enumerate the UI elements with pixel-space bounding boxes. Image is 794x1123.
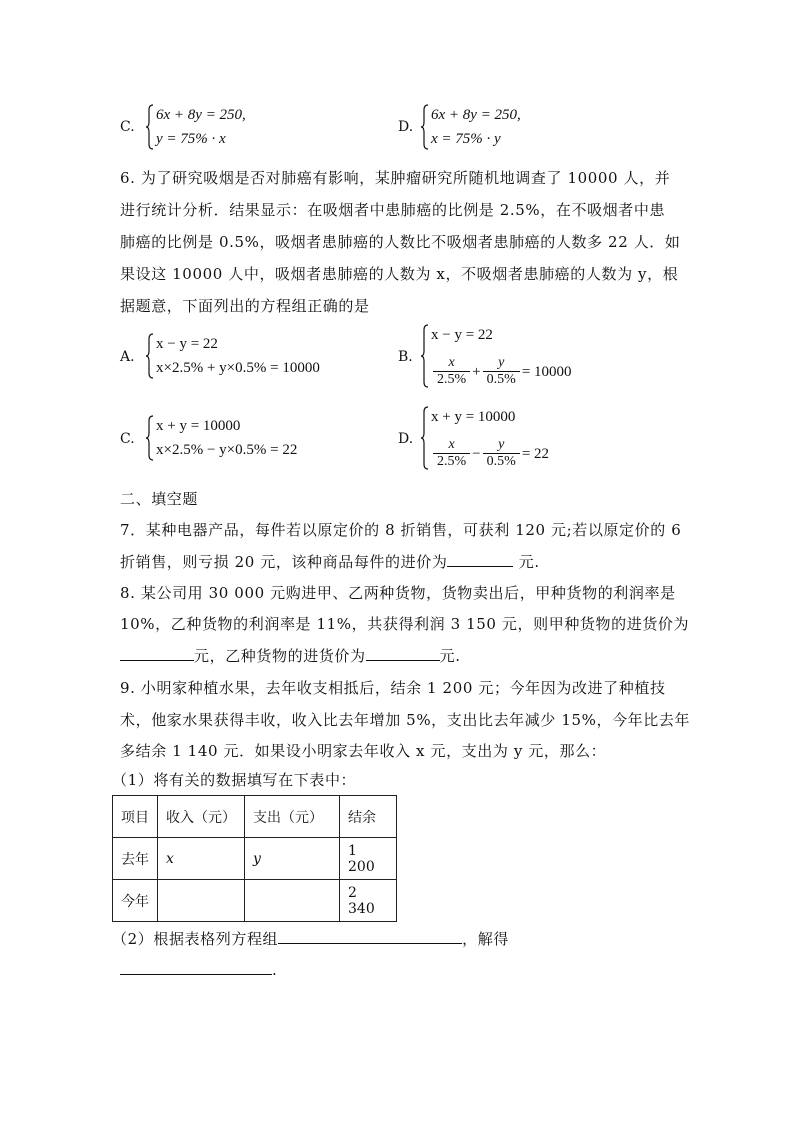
q6-option-c-system <box>146 415 297 461</box>
brace-icon <box>421 324 429 388</box>
q6-line-5: 据题意，下面列出的方程组正确的是 <box>120 297 370 315</box>
brace-icon <box>146 415 154 461</box>
q6-a-eq2: x×2.5% + y×0.5% = 10000 <box>156 360 320 376</box>
table-cell: 1 200 <box>340 838 397 880</box>
q6-line-3: 肺癌的比例是 0.5%，吸烟者患肺癌的人数比不吸烟者患肺癌的人数多 22 人．如 <box>120 233 681 251</box>
q5-option-c-label: C. <box>120 119 135 135</box>
fraction: $\frac{y}{0.5\%}$ <box>483 355 520 388</box>
q5-option-d-system <box>421 104 521 150</box>
brace-icon <box>421 406 429 470</box>
section-title: 二、填空题 <box>120 490 199 508</box>
fraction: $\frac{x}{2.5\%}$ <box>433 437 470 470</box>
q6-b-eq2: $\frac{x}{2.5\%}$ + $\frac{y}{0.5\%}$ = 10000 <box>431 355 572 388</box>
table-header-cell: 结余 <box>340 796 397 838</box>
q5-d-eq2: x = 75% · y <box>431 131 501 147</box>
q5-c-eq1: 6x + 8y = 250, <box>156 107 246 123</box>
brace-icon <box>146 333 154 379</box>
q6-option-a-label: A. <box>120 349 135 365</box>
fraction: $\frac{x}{2.5\%}$ <box>433 355 470 388</box>
table-cell: 今年 <box>113 880 158 922</box>
q9-line-3: 多结余 1 140 元．如果设小明家去年收入 x 元，支出为 y 元，那么： <box>120 742 607 760</box>
q9-line-2: 术，他家水果获得丰收，收入比去年增加 5%，支出比去年减少 15%，今年比去年 <box>120 711 691 729</box>
q5-c-eq2: y = 75% · x <box>156 131 226 147</box>
q8-line-2: 10%，乙种货物的利润率是 11%，共获得利润 3 150 元，则甲种货物的进货价为 <box>120 615 690 633</box>
answer-blank[interactable] <box>120 960 272 975</box>
answer-blank[interactable] <box>447 552 513 567</box>
q6-option-b-system <box>421 324 572 388</box>
q6-option-c-label: C. <box>120 431 135 447</box>
answer-blank[interactable] <box>366 646 440 661</box>
table-cell: 去年 <box>113 838 158 880</box>
q6-c-eq1: x + y = 10000 <box>156 418 241 434</box>
answer-blank[interactable] <box>120 646 194 661</box>
q9-sub-1: （1）将有关的数据填写在下表中： <box>112 771 357 789</box>
q6-a-eq1: x − y = 22 <box>156 336 218 352</box>
q6-option-a-system <box>146 333 320 379</box>
q6-d-eq2: $\frac{x}{2.5\%}$ − $\frac{y}{0.5\%}$ = 22 <box>431 437 549 470</box>
table-row <box>113 838 397 880</box>
brace-icon <box>146 104 154 150</box>
q6-option-b-label: B. <box>398 349 413 365</box>
q5-option-d-label: D. <box>398 119 414 135</box>
table-header-cell: 收入（元） <box>158 796 245 838</box>
q8-line-1: 8. 某公司用 30 000 元购进甲、乙两种货物，货物卖出后，甲种货物的利润率是 <box>120 584 676 602</box>
q5-option-c-system <box>146 104 246 150</box>
q6-line-4: 果设这 10000 人中，吸烟者患肺癌的人数为 x，不吸烟者患肺癌的人数为 y，根 <box>120 265 679 283</box>
fraction: $\frac{y}{0.5\%}$ <box>483 437 520 470</box>
q6-line-2: 进行统计分析．结果显示：在吸烟者中患肺癌的比例是 2.5%，在不吸烟者中患 <box>120 201 666 219</box>
table-cell: x <box>158 838 245 880</box>
q6-b-eq1: x − y = 22 <box>431 327 493 343</box>
q9-sub-2: （2）根据表格列方程组 ，解得 <box>112 930 509 948</box>
table-cell-empty[interactable] <box>245 880 340 922</box>
table-cell-empty[interactable] <box>158 880 245 922</box>
table-row <box>113 880 397 922</box>
q9-data-table <box>112 795 397 922</box>
table-cell: 2 340 <box>340 880 397 922</box>
q8-line-3: 元，乙种货物的进货价为 元. <box>120 645 461 666</box>
q6-option-d-system <box>421 406 549 470</box>
q6-option-d-label: D. <box>398 431 414 447</box>
table-cell: y <box>245 838 340 880</box>
q6-c-eq2: x×2.5% − y×0.5% = 22 <box>156 442 298 458</box>
q9-line-1: 9. 小明家种植水果，去年收支相抵后，结余 1 200 元；今年因为改进了种植技 <box>120 679 666 697</box>
q5-d-eq1: 6x + 8y = 250, <box>431 107 521 123</box>
answer-blank[interactable] <box>278 929 462 944</box>
table-header-cell: 支出（元） <box>245 796 340 838</box>
table-header-cell: 项目 <box>113 796 158 838</box>
q9-sub-2-answer: . <box>120 960 277 979</box>
table-header-row <box>113 796 397 838</box>
q6-line-1: 6. 为了研究吸烟是否对肺癌有影响，某肿瘤研究所随机地调查了 10000 人，并 <box>120 169 671 187</box>
brace-icon <box>421 104 429 150</box>
q7-line-2: 折销售，则亏损 20 元，该种商品每件的进价为 元. <box>120 553 540 571</box>
q6-d-eq1: x + y = 10000 <box>431 409 516 425</box>
q7-line-1: 7．某种电器产品，每件若以原定价的 8 折销售，可获利 120 元;若以原定价的 6 <box>120 521 682 539</box>
